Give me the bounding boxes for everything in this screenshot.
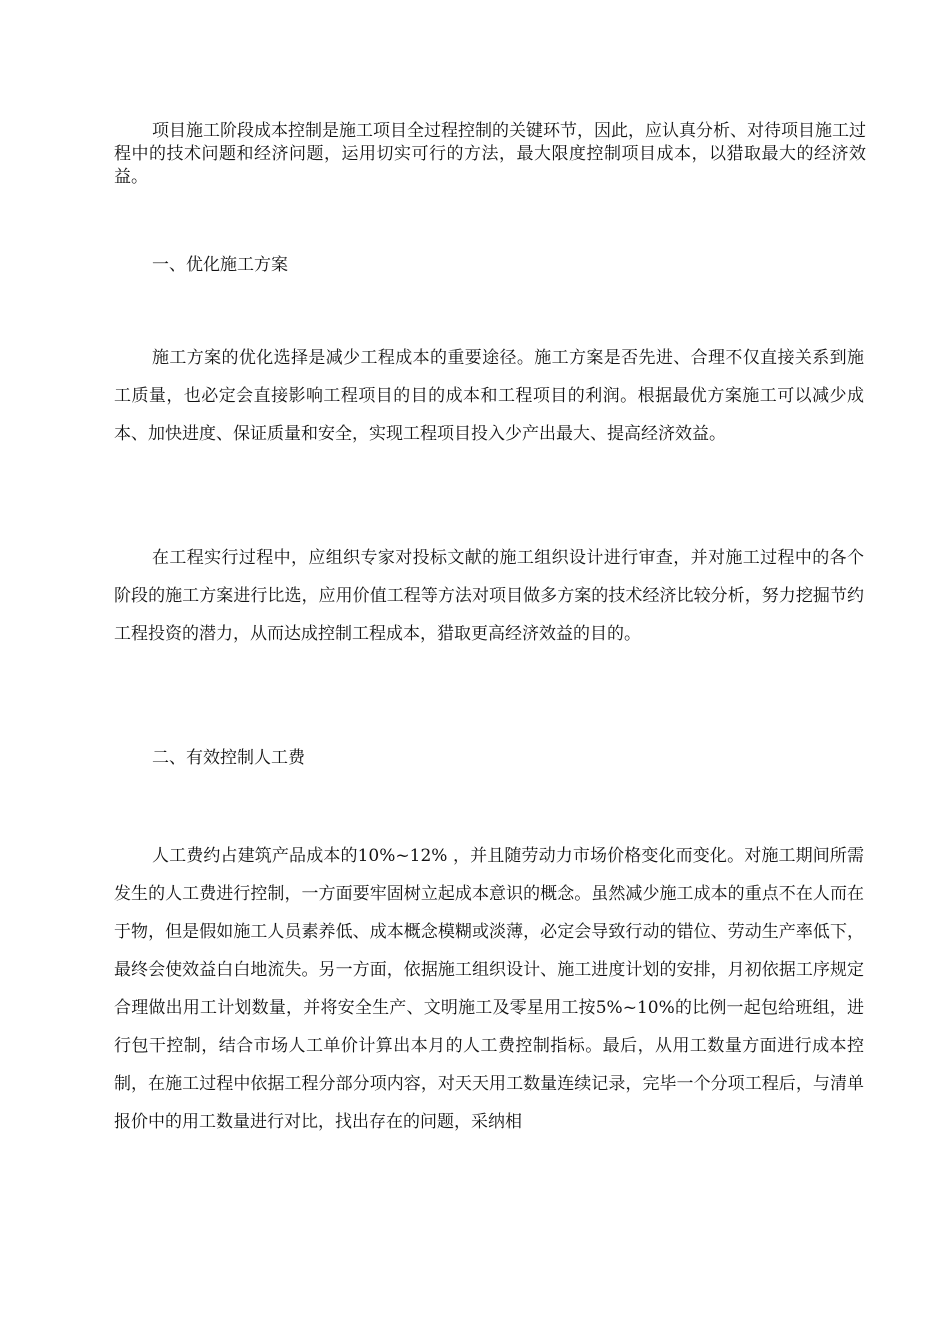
- section-1-paragraph-2: 在工程实行过程中，应组织专家对投标文献的施工组织设计进行审查，并对施工过程中的各个阶段的施工方案进行比选，应用价值工程等方法对项目做多方案的技术经济比较分析，努力挖掘节约工程投资的潜力，从而达成控制工程成本，猎取更高经济效益的目的。: [114, 548, 864, 644]
- section-2-paragraph-1: 人工费约占建筑产品成本的10%~12% ，并且随劳动力市场价格变化而变化。对施工期间所需发生的人工费进行控制，一方面要牢固树立起成本意识的概念。虽然减少施工成本的重点不在人而在于物，但是假如施工人员素养低、成本概念模糊或淡薄，必定会导致行动的错位、劳动生产率低下，最终会使效益白白地流失。另一方面，依据施工组织设计、施工进度计划的安排，月初依据工序规定合理做出用工计划数量，并将安全生产、文明施工及零星用工按5%~10%的比例一起包给班组，进行包干控制，结合市场人工单价计算出本月的人工费控制指标。最后，从用工数量方面进行成本控制，在施工过程中依据工程分部分项内容，对天天用工数量连续记录，完毕一个分项工程后，与清单报价中的用工数量进行对比，找出存在的问题，采纳相: [114, 846, 864, 1132]
- section-1-paragraph-1: 施工方案的优化选择是减少工程成本的重要途径。施工方案是否先进、合理不仅直接关系到施工质量，也必定会直接影响工程项目的目的成本和工程项目的利润。根据最优方案施工可以减少成本、加快进度、保证质量和安全，实现工程项目投入少产出最大、提高经济效益。: [114, 348, 864, 444]
- intro-paragraph: 项目施工阶段成本控制是施工项目全过程控制的关键环节，因此，应认真分析、对待项目施工过程中的技术问题和经济问题，运用切实可行的方法，最大限度控制项目成本，以猎取最大的经济效益。: [114, 121, 866, 187]
- section-2-heading: 二、有效控制人工费: [152, 748, 305, 768]
- section-1-heading: 一、优化施工方案: [152, 255, 288, 275]
